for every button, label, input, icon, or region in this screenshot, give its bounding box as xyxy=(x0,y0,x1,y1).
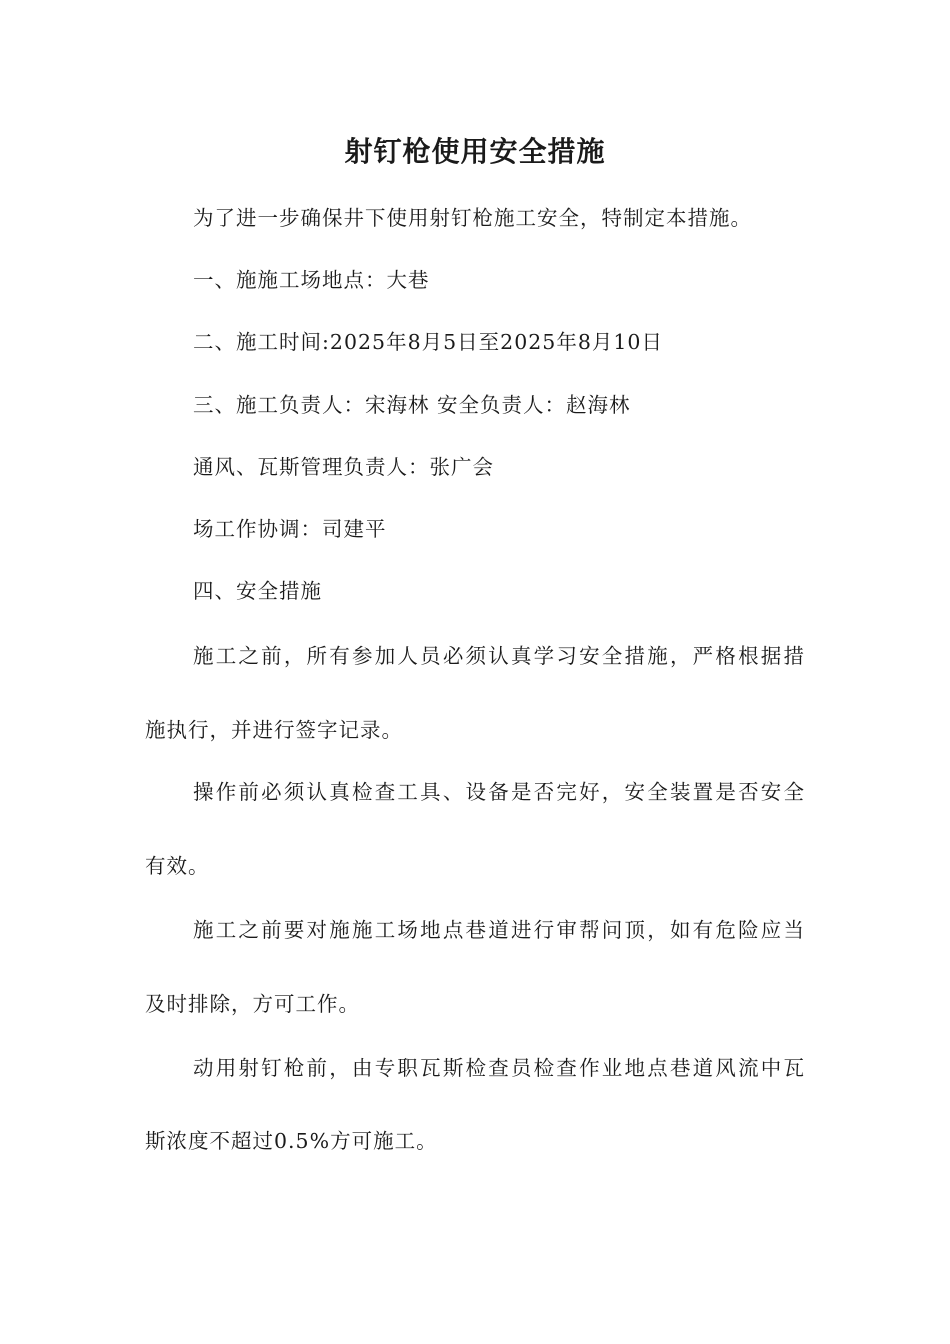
section-location: 一、施施工场地点：大巷 xyxy=(193,268,430,292)
ventilation-responsible: 通风、瓦斯管理负责人：张广会 xyxy=(193,455,494,479)
intro-paragraph: 为了进一步确保井下使用射钉枪施工安全，特制定本措施。 xyxy=(193,206,752,230)
safety-item-1-line-1: 施工之前，所有参加人员必须认真学习安全措施，严格根据措 xyxy=(193,644,805,668)
safety-item-3-line-1: 施工之前要对施施工场地点巷道进行审帮问顶，如有危险应当 xyxy=(193,918,805,942)
section-responsible: 三、施工负责人：宋海林 安全负责人：赵海林 xyxy=(193,393,631,417)
safety-item-4-line-1: 动用射钉枪前，由专职瓦斯检查员检查作业地点巷道风流中瓦 xyxy=(193,1056,805,1080)
document-title: 射钉枪使用安全措施 xyxy=(344,135,606,168)
safety-item-4-line-2: 斯浓度不超过0.5%方可施工。 xyxy=(145,1129,438,1153)
safety-item-2-line-1: 操作前必须认真检查工具、设备是否完好，安全装置是否安全 xyxy=(193,780,805,804)
safety-item-1-line-2: 施执行，并进行签字记录。 xyxy=(145,718,403,742)
section-time: 二、施工时间:2025年8月5日至2025年8月10日 xyxy=(193,330,663,354)
site-coordination: 场工作协调：司建平 xyxy=(193,517,387,541)
safety-item-3-line-2: 及时排除，方可工作。 xyxy=(145,992,360,1016)
safety-item-2-line-2: 有效。 xyxy=(145,854,210,878)
section-safety-heading: 四、安全措施 xyxy=(193,579,322,603)
